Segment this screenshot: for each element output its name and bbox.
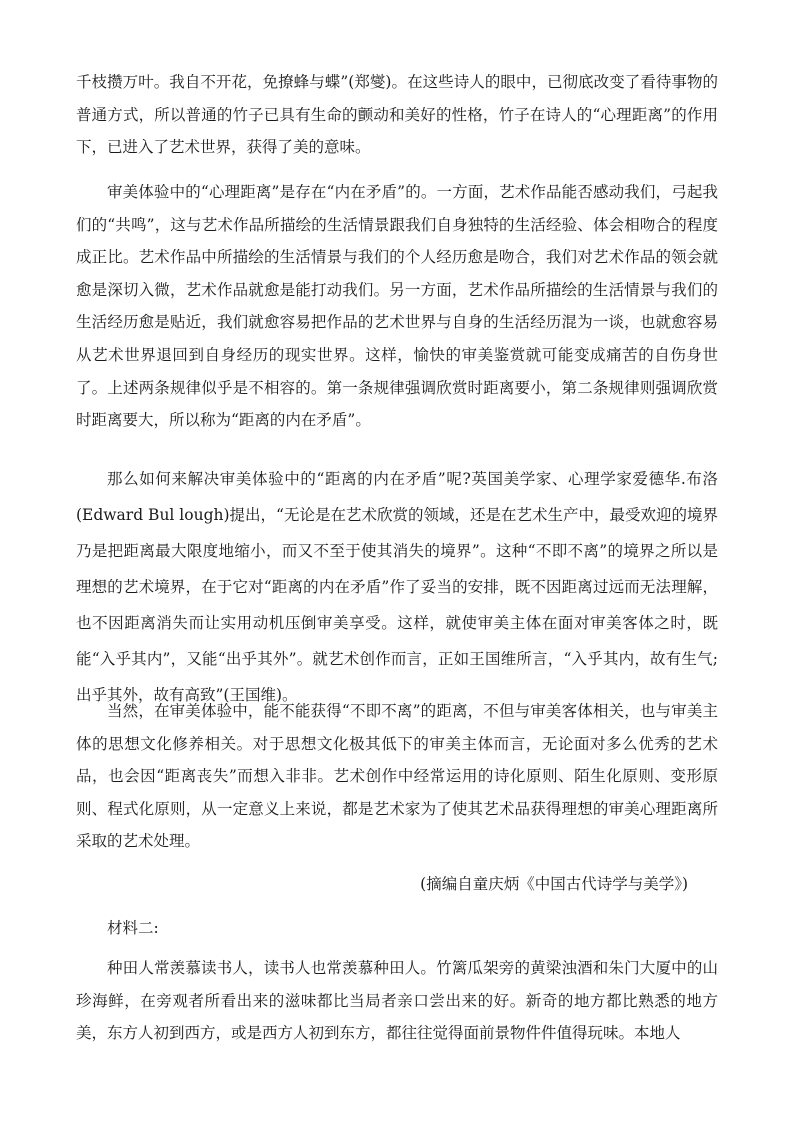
paragraph-4: 当然，在审美体验中，能不能获得“不即不离”的距离，不但与审美客体相关，也与审美主体的思想文化修养相关。对于思想文化极其低下的审美主体而言，无论面对多么优秀的艺术品，也会因“距离丧失”而想入非非。艺术创作中经常运用的诗化原则、陌生化原则、变形原则、程式化原则，从一定意义上来说，都是艺术家为了使其艺术品获得理想的审美心理距离所采取的艺术处理。: [76, 702, 718, 851]
paragraph-5: 种田人常羡慕读书人，读书人也常羡慕种田人。竹篱瓜架旁的黄梁浊酒和朱门大厦中的山珍海鲜，在旁观者所看出来的滋味都比当局者亲口尝出来的好。新奇的地方都比熟悉的地方美，东方人初到西方，或是西方人初到东方，都往往觉得面前景物件件值得玩味。本地人: [76, 959, 718, 1043]
paragraph-1: 千枝攒万叶。我自不开花，免撩蜂与蝶”(郑燮)。在这些诗人的眼中，已彻底改变了看待事物的普通方式，所以普通的竹子已具有生命的颤动和美好的性格，竹子在诗人的“心理距离”的作用下，已进入了艺术世界，获得了美的意味。: [76, 73, 718, 157]
source-attribution: (摘编自童庆炳《中国古代诗学与美学》): [420, 875, 688, 893]
paragraph-2: 审美体验中的“心理距离”是存在“内在矛盾”的。一方面，艺术作品能否感动我们，弓起我们的“共鸣”，这与艺术作品所描绘的生活情景跟我们自身独特的生活经验、体会相吻合的程度成正比。艺术作品中所描绘的生活情景与我们的个人经历愈是吻合，我们对艺术作品的领会就愈是深切入微，艺术作品就愈是能打动我们。另一方面，艺术作品所描绘的生活情景与我们的生活经历愈是贴近，我们就愈容易把作品的艺术世界与自身的生活经历混为一谈，也就愈容易从艺术世界退回到自身经历的现实世界。这样，愉快的审美鉴赏就可能变成痛苦的自伤身世了。上述两条规律似乎是不相容的。第一条规律强调欣赏时距离要小，第二条规律则强调欣赏时距离要大，所以称为“距离的内在矛盾”。: [76, 183, 718, 430]
paragraph-3: 那么如何来解决审美体验中的“距离的内在矛盾”呢?英国美学家、心理学家爱德华.布洛(Edward Bul lough)提出，“无论是在艺术欣赏的领域，还是在艺术生产中，最受欢迎的境界乃是把距离最大限度地缩小，而又不至于使其消失的境界”。这种“不即不离”的境界之所以是理想的艺术境界，在于它对“距离的内在矛盾”作了妥当的安排，既不因距离过远而无法理解，也不因距离消失而让实用动机压倒审美享受。这样，就使审美主体在面对审美客体之时，既能“入乎其内”，又能“出乎其外”。就艺术创作而言，正如王国维所言，“入乎其内，故有生气;出乎其外，故有高致”(王国维)。: [76, 470, 718, 704]
section-label: 材料二:: [107, 919, 159, 937]
